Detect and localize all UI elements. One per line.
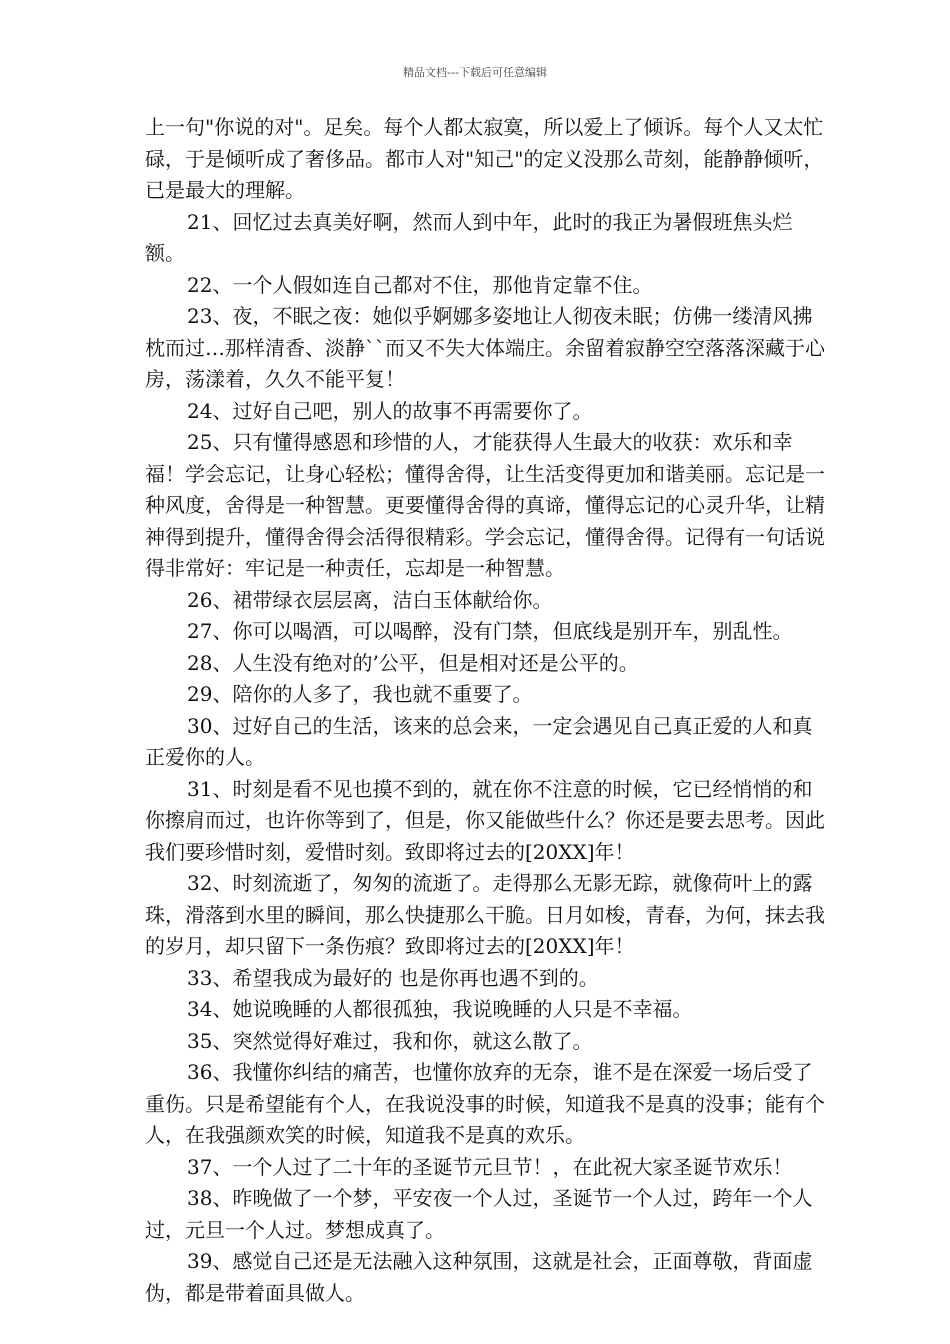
paragraph: 29、陪你的人多了，我也就不重要了。 (187, 682, 533, 706)
paragraph: 33、希望我成为最好的 也是你再也遇不到的。 (187, 965, 599, 990)
paragraph: 34、她说晚睡的人都很孤独，我说晚睡的人只是不幸福。 (187, 997, 693, 1021)
paragraph: 37、一个人过了二十年的圣诞节元旦节！，在此祝大家圣诞节欢乐！ (187, 1154, 793, 1179)
paragraph: 26、裙带绿衣层层离，洁白玉体献给你。 (187, 587, 553, 612)
paragraph: 28、人生没有绝对的’公平，但是相对还是公平的。 (187, 650, 639, 675)
paragraph: 27、你可以喝酒，可以喝醉，没有门禁，但底线是别开车，别乱性。 (187, 619, 793, 643)
paragraph: 39、感觉自己还是无法融入这种氛围，这就是社会，正面尊敬，背面虚伪，都是带着面具做人。 (145, 1249, 813, 1305)
paragraph: 21、回忆过去真美好啊，然而人到中年，此时的我正为暑假班焦头烂额。 (145, 209, 793, 265)
paragraph: 24、过好自己吧，别人的故事不再需要你了。 (187, 398, 593, 423)
paragraph: 上一句"你说的对"。足矣。每个人都太寂寞，所以爱上了倾诉。每个人又太忙碌，于是倾听成了奢侈品。都市人对"知己"的定义没那么苛刻，能静静倾听，已是最大的理解。 (145, 115, 824, 202)
page-header: 精品文档---下载后可任意编辑 (403, 66, 547, 79)
document-body (145, 112, 825, 1309)
paragraph: 38、昨晚做了一个梦，平安夜一个人过，圣诞节一个人过，跨年一个人过，元旦一个人过。梦想成真了。 (145, 1186, 813, 1242)
paragraph: 35、突然觉得好难过，我和你，就这么散了。 (187, 1028, 593, 1053)
paragraph: 32、时刻流逝了，匆匆的流逝了。走得那么无影无踪，就像荷叶上的露珠，滑落到水里的瞬间，那么快捷那么干脆。日月如梭，青春，为何，抹去我的岁月，却只留下一条伤痕？致即将过去的[20XX]年！ (145, 871, 825, 958)
paragraph: 25、只有懂得感恩和珍惜的人，才能获得人生最大的收获：欢乐和幸福！学会忘记，让身心轻松；懂得舍得，让生活变得更加和谐美丽。忘记是一种风度，舍得是一种智慧。更要懂得舍得的真谛，懂得忘记的心灵升华，让精神得到提升，懂得舍得会活得很精彩。学会忘记，懂得舍得。记得有一句话说得非常好：牢记是一种责任，忘却是一种智慧。 (145, 430, 825, 580)
paragraph: 31、时刻是看不见也摸不到的，就在你不注意的时候，它已经悄悄的和你擦肩而过，也许你等到了，但是，你又能做些什么？你还是要去思考。因此我们要珍惜时刻，爱惜时刻。致即将过去的[20XX]年！ (145, 776, 825, 864)
paragraph: 23、夜，不眠之夜：她似乎婀娜多姿地让人彻夜未眠；仿佛一缕清风拂枕而过…那样清香、淡静``而又不失大体端庄。余留着寂静空空落落深藏于心房，荡漾着，久久不能平复！ (145, 304, 825, 391)
paragraph: 30、过好自己的生活，该来的总会来，一定会遇见自己真正爱的人和真正爱你的人。 (145, 713, 813, 769)
paragraph: 22、一个人假如连自己都对不住，那他肯定靠不住。 (187, 272, 653, 297)
paragraph: 36、我懂你纠结的痛苦，也懂你放弃的无奈，谁不是在深爱一场后受了重伤。只是希望能有个人，在我说没事的时候，知道我不是真的没事；能有个人，在我强颜欢笑的时候，知道我不是真的欢乐。 (145, 1060, 825, 1147)
